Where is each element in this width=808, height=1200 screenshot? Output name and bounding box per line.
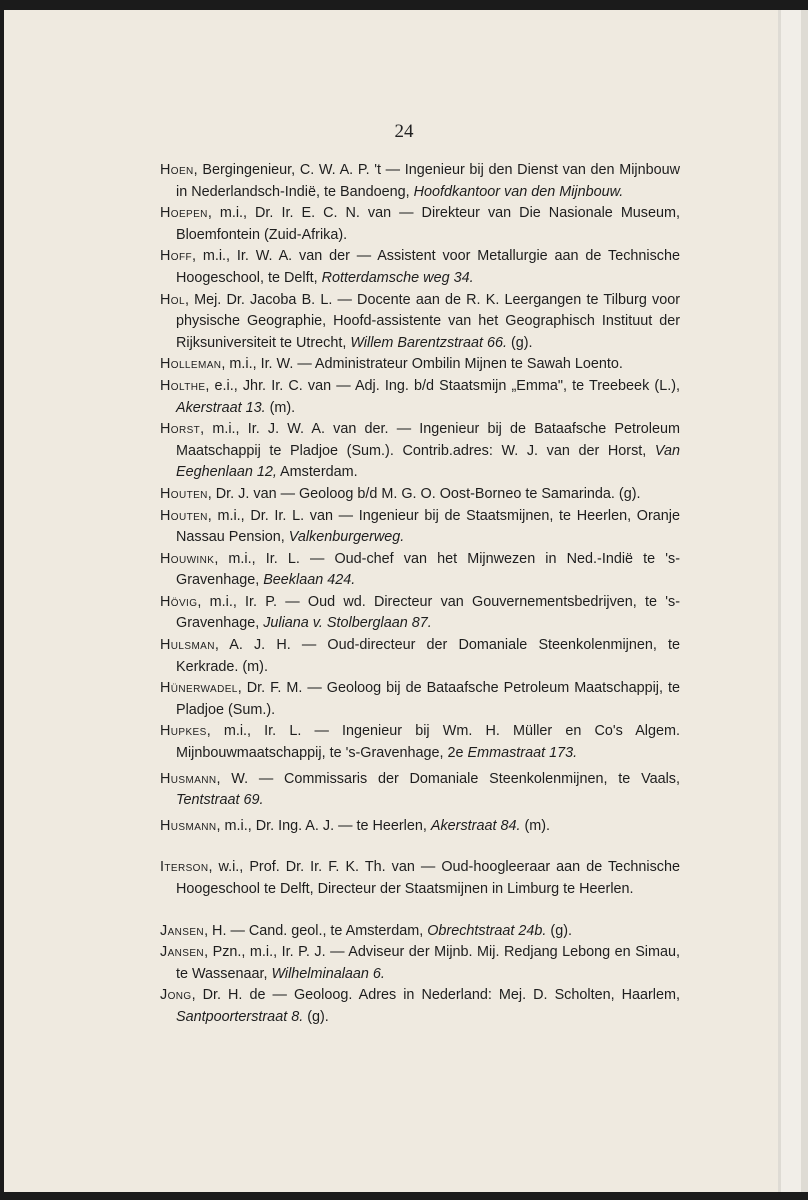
list-item: Hoff, m.i., Ir. W. A. van der — Assistent voor Metallurgie aan de Technische Hoogeschool, te Delft, Rotterdamsche weg 34.: [160, 248, 680, 286]
list-item: Horst, m.i., Ir. J. W. A. van der. — Ingenieur bij de Bataafsche Petroleum Maatschappij te Pladjoe (Sum.). Contrib.adres: W. J. van der Horst, Van Eeghenlaan 12, Amsterdam.: [160, 421, 680, 481]
list-item: Iterson, w.i., Prof. Dr. Ir. F. K. Th. van — Oud-hoogleeraar aan de Technische Hoogeschool te Delft, Directeur der Staatsmijnen in Limburg te Heerlen.: [160, 859, 680, 897]
page-number: 24: [394, 121, 414, 142]
list-item: Jansen, Pzn., m.i., Ir. P. J. — Adviseur der Mijnb. Mij. Redjang Lebong en Simau, te Wassenaar, Wilhelminalaan 6.: [160, 944, 680, 982]
list-item: Houten, m.i., Dr. Ir. L. van — Ingenieur bij de Staatsmijnen, te Heerlen, Oranje Nassau Pension, Valkenburgerweg.: [160, 507, 680, 546]
list-item: Hulsman, A. J. H. — Oud-directeur der Domaniale Steenkolenmijnen, te Kerkrade. (m).: [160, 637, 680, 675]
list-item: Hoen, Bergingenieur, C. W. A. P. 't — Ingenieur bij den Dienst van den Mijnbouw in Nederlandsch-Indië, te Bandoeng, Hoofdkantoor van den Mijnbouw.: [160, 162, 680, 200]
directory-entries: [160, 160, 680, 1029]
list-item: Holleman, m.i., Ir. W. — Administrateur Ombilin Mijnen te Sawah Loento.: [160, 356, 623, 373]
list-item: Husmann, m.i., Dr. Ing. A. J. — te Heerlen, Akerstraat 84. (m).: [160, 817, 551, 834]
list-item: Hupkes, m.i., Ir. L. — Ingenieur bij Wm. H. Müller en Co's Algem. Mijnbouwmaatschappij, te 's-Gravenhage, 2e Emmastraat 173.: [160, 723, 680, 762]
list-item: Hol, Mej. Dr. Jacoba B. L. — Docente aan de R. K. Leergangen te Tilburg voor physische Geographie, Hoofd-assistente van het Geographisch Instituut der Rijksuniversiteit te Utrecht, Willem Barentzstraat 66. (g).: [160, 291, 680, 351]
list-item: Jansen, H. — Cand. geol., te Amsterdam, Obrechtstraat 24b. (g).: [160, 922, 572, 939]
list-item: Houwink, m.i., Ir. L. — Oud-chef van het Mijnwezen in Ned.-Indië te 's-Gravenhage, Beeklaan 424.: [160, 550, 680, 589]
list-item: Houten, Dr. J. van — Geoloog b/d M. G. O. Oost-Borneo te Samarinda. (g).: [160, 485, 641, 502]
list-item: Jong, Dr. H. de — Geoloog. Adres in Nederland: Mej. D. Scholten, Haarlem, Santpoorterstraat 8. (g).: [160, 987, 680, 1025]
adjacent-page-edge: [778, 10, 808, 1192]
list-item: Hövig, m.i., Ir. P. — Oud wd. Directeur van Gouvernementsbedrijven, te 's-Gravenhage, Juliana v. Stolberglaan 87.: [160, 593, 680, 632]
list-item: Hoepen, m.i., Dr. Ir. E. C. N. van — Direkteur van Die Nasionale Museum, Bloemfontein (Zuid-Afrika).: [160, 205, 680, 243]
list-item: Hünerwadel, Dr. F. M. — Geoloog bij de Bataafsche Petroleum Maatschappij, te Pladjoe (Sum.).: [160, 680, 680, 718]
list-item: Husmann, W. — Commissaris der Domaniale Steenkolenmijnen, te Vaals, Tentstraat 69.: [160, 770, 680, 809]
list-item: Holthe, e.i., Jhr. Ir. C. van — Adj. Ing. b/d Staatsmijn „Emma", te Treebeek (L.), Akerstraat 13. (m).: [160, 377, 680, 416]
